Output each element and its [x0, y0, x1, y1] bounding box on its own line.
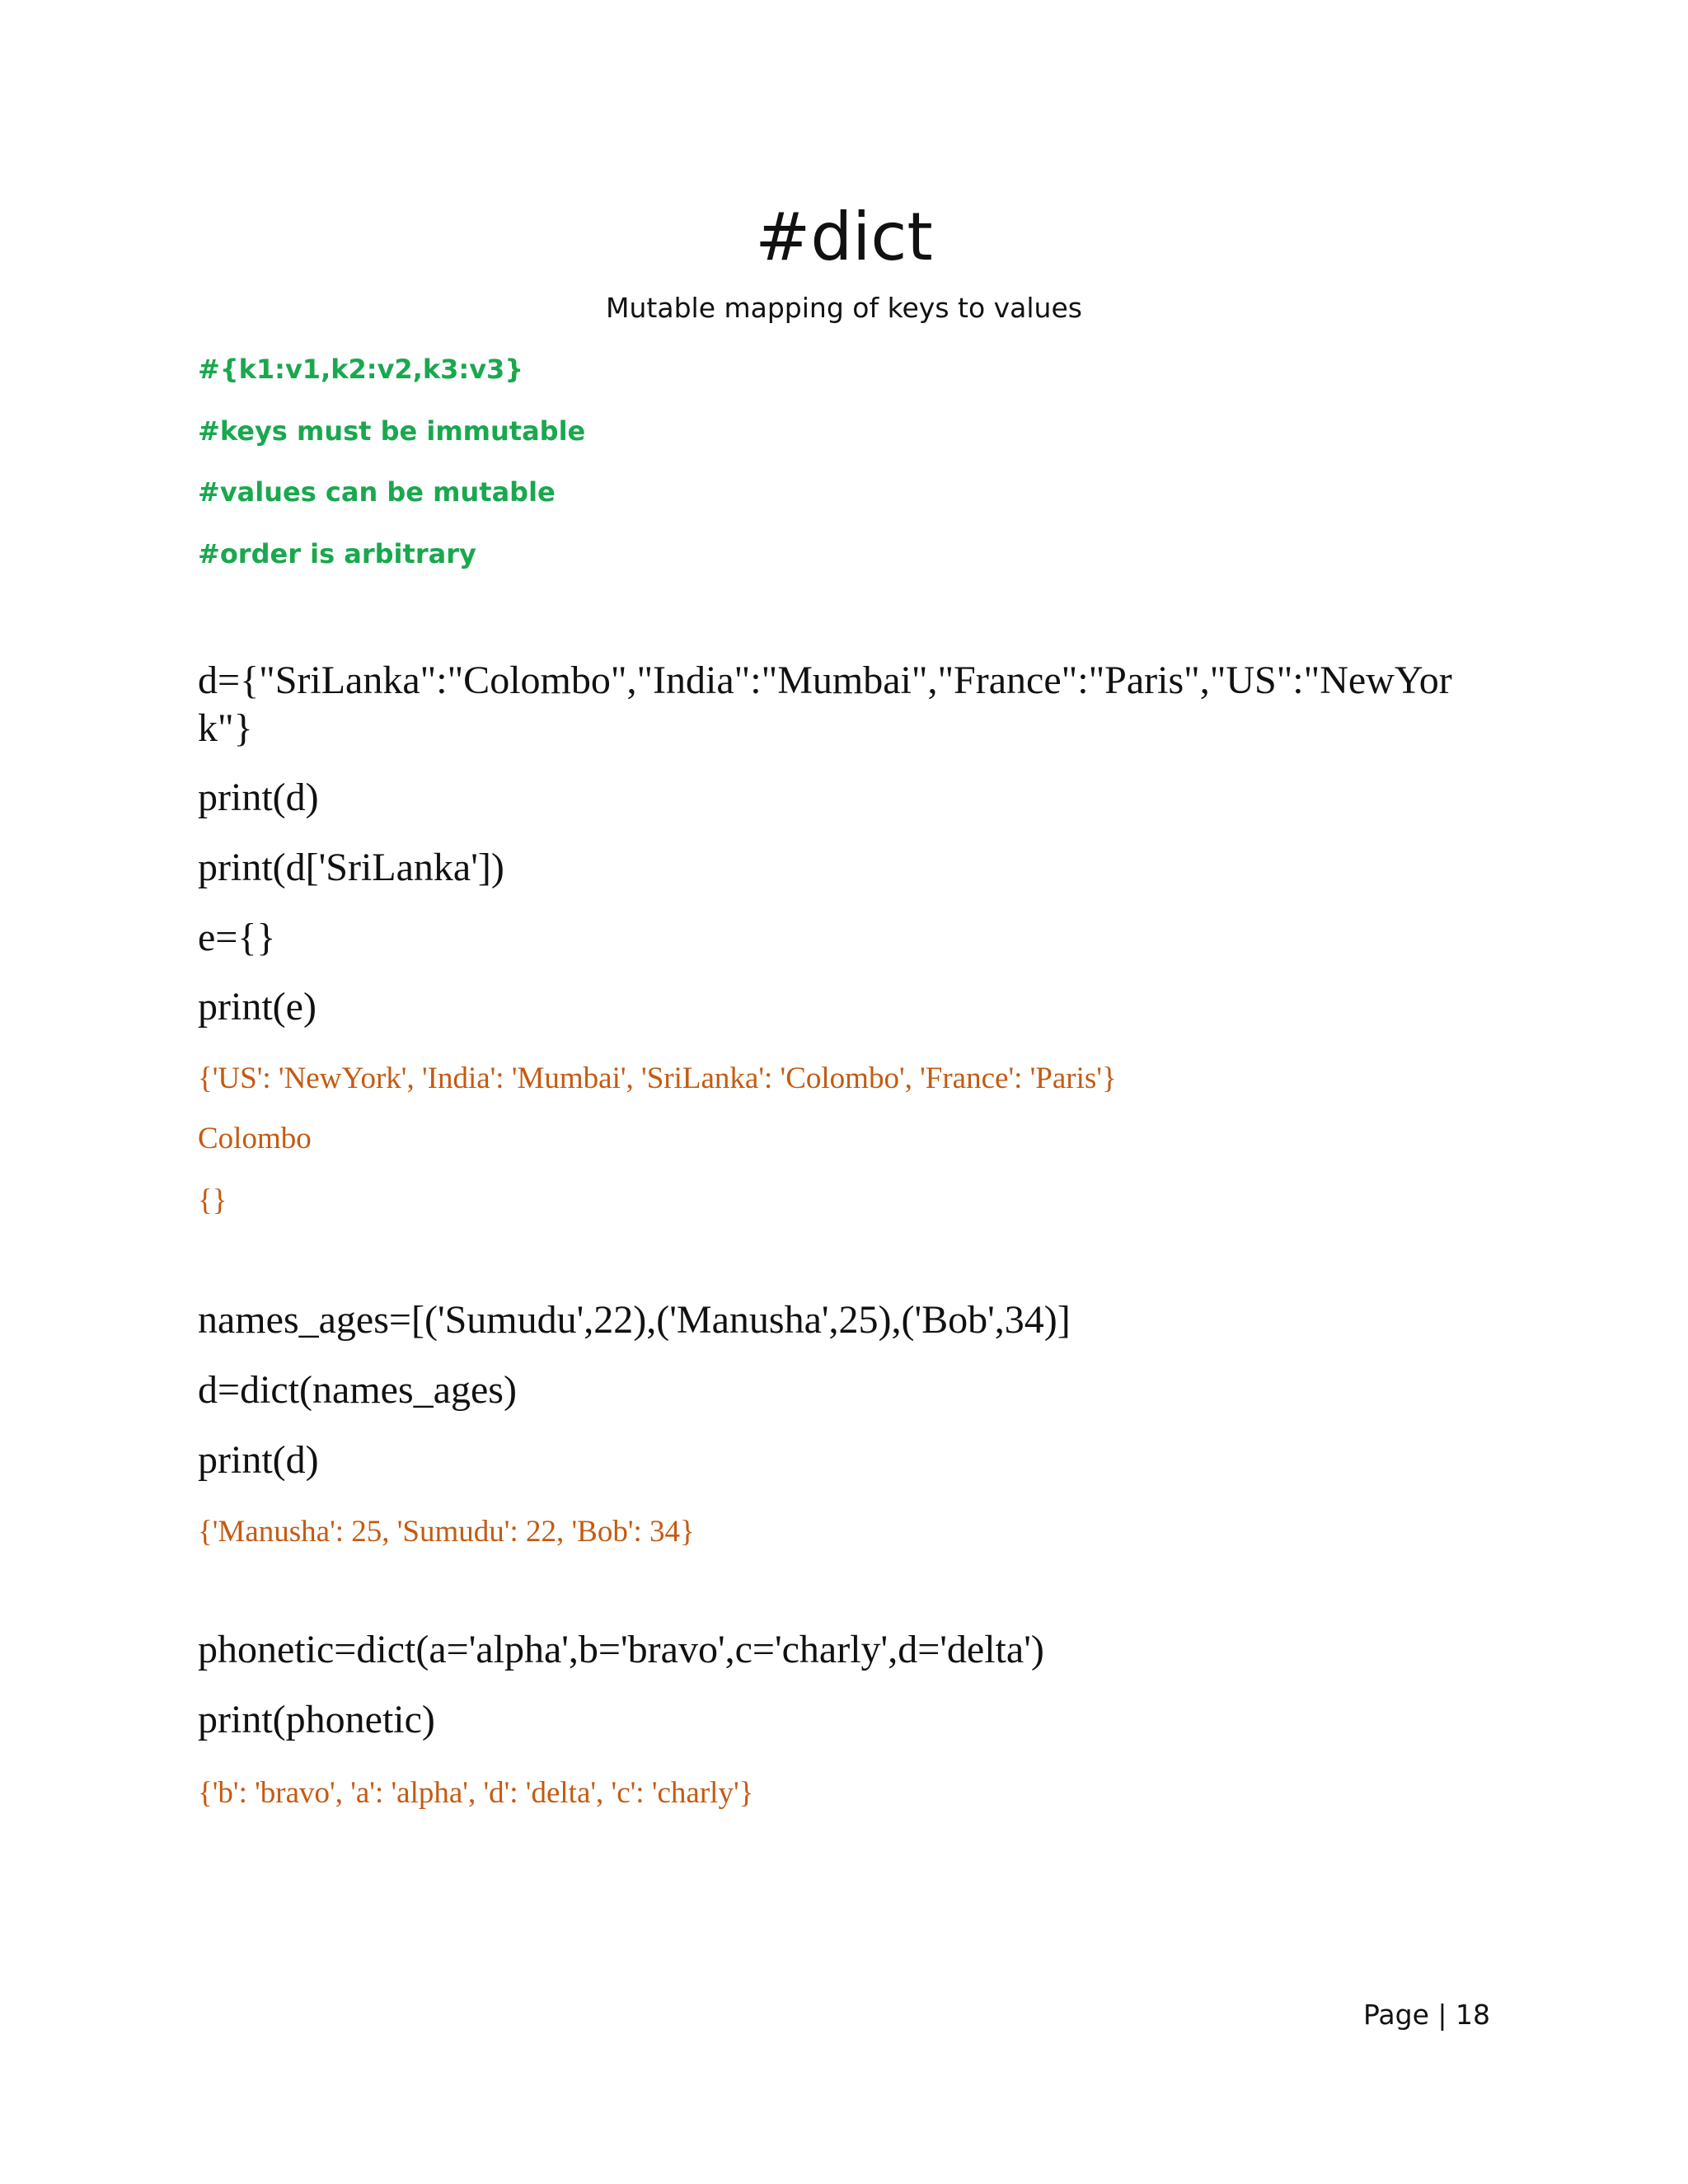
- code-line: print(phonetic): [198, 1698, 435, 1741]
- output-line: {'Manusha': 25, 'Sumudu': 22, 'Bob': 34}: [198, 1515, 695, 1549]
- page-number: Page | 18: [1363, 1999, 1490, 2031]
- code-line: print(e): [198, 985, 316, 1029]
- comment-line: #order is arbitrary: [198, 538, 476, 569]
- comment-line: #keys must be immutable: [198, 415, 586, 447]
- code-line: phonetic=dict(a='alpha',b='bravo',c='charly',d='delta'): [198, 1628, 1044, 1671]
- code-line: names_ages=[('Sumudu',22),('Manusha',25),('Bob',34)]: [198, 1298, 1071, 1342]
- code-line: d=dict(names_ages): [198, 1368, 517, 1412]
- page-title: #dict: [755, 199, 933, 275]
- comment-line: #{k1:v1,k2:v2,k3:v3}: [198, 354, 524, 385]
- comment-line: #values can be mutable: [198, 476, 556, 508]
- code-line: print(d): [198, 776, 319, 819]
- output-line: {'US': 'NewYork', 'India': 'Mumbai', 'SriLanka': 'Colombo', 'France': 'Paris'}: [198, 1062, 1117, 1095]
- output-line: {'b': 'bravo', 'a': 'alpha', 'd': 'delta', 'c': 'charly'}: [198, 1776, 754, 1810]
- code-line: print(d): [198, 1438, 319, 1482]
- code-line: d={"SriLanka":"Colombo","India":"Mumbai","France":"Paris","US":"NewYork"}: [198, 658, 1452, 750]
- output-line: Colombo: [198, 1122, 312, 1155]
- page-subtitle: Mutable mapping of keys to values: [606, 292, 1082, 324]
- output-line: {}: [198, 1183, 227, 1217]
- code-line: e={}: [198, 916, 276, 959]
- code-line: print(d['SriLanka']): [198, 846, 504, 889]
